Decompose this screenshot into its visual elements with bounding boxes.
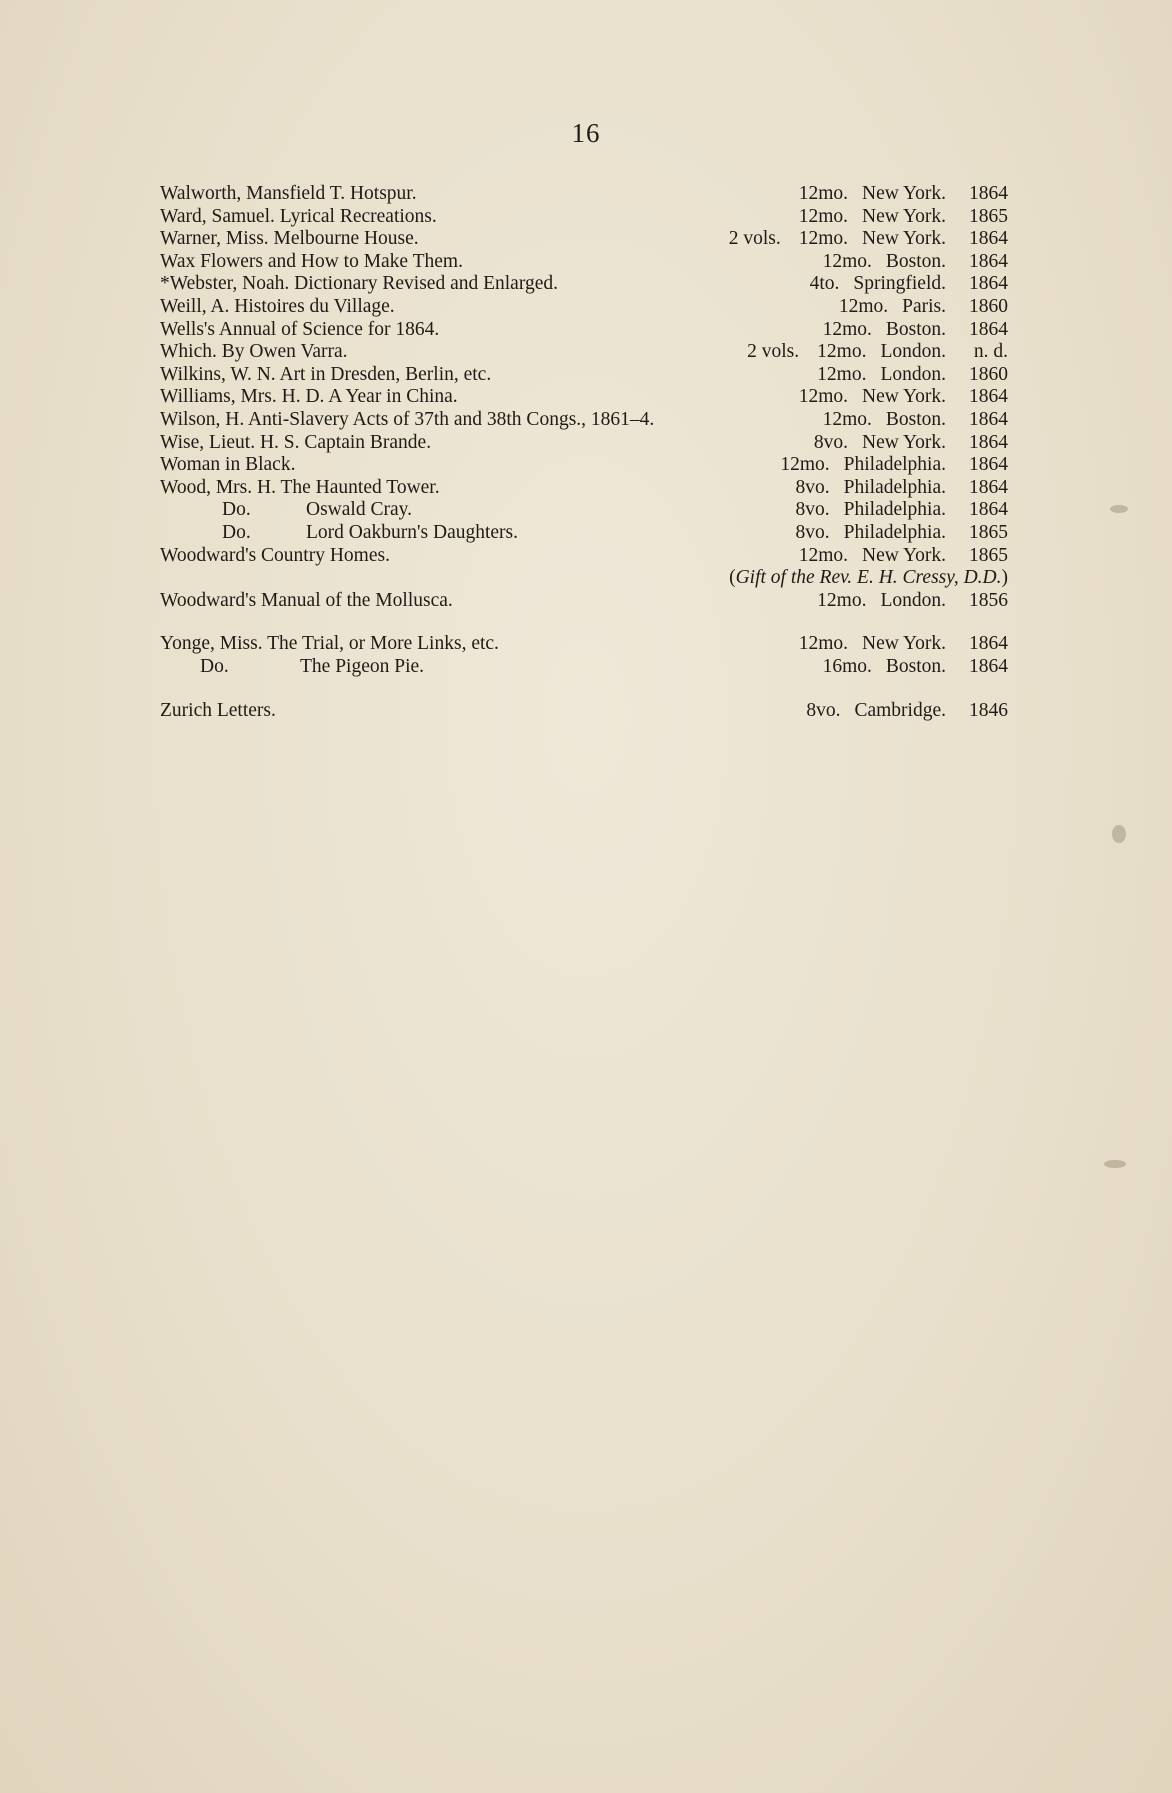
paper-blemish	[1104, 1160, 1126, 1168]
entry-format: 12mo.	[817, 341, 867, 363]
catalogue-entry	[160, 633, 1008, 656]
paper-blemish	[1112, 825, 1126, 843]
entry-details	[780, 454, 946, 477]
entry-place: Boston.	[885, 250, 946, 272]
entry-title: Warner, Miss. Melbourne House.	[160, 228, 419, 250]
entry-details	[823, 251, 946, 274]
entry-format: 12mo.	[822, 408, 872, 430]
catalogue-entry	[160, 228, 1008, 251]
entry-year: 1864	[969, 386, 1008, 408]
entry-place: Philadelphia.	[843, 499, 946, 521]
entry-details	[799, 206, 946, 229]
catalogue-entry	[160, 590, 1008, 613]
entry-place: Philadelphia.	[843, 454, 946, 476]
entry-format: 4to.	[809, 273, 840, 295]
entry-format: 8vo.	[795, 499, 830, 521]
entry-title: Williams, Mrs. H. D. A Year in China.	[160, 386, 458, 408]
entry-details	[806, 700, 946, 723]
ditto-mark: Do.	[200, 655, 229, 677]
entry-place: New York.	[862, 633, 946, 655]
catalogue-entry	[160, 545, 1008, 568]
entry-details	[799, 183, 946, 206]
catalogue-entry	[160, 364, 1008, 387]
entry-year: 1846	[969, 700, 1008, 722]
entry-place: Philadelphia.	[843, 521, 946, 543]
entry-details	[839, 296, 946, 319]
entry-details	[796, 499, 946, 522]
entry-format: 8vo.	[795, 521, 830, 543]
entry-title: Yonge, Miss. The Trial, or More Links, etc.	[160, 633, 499, 655]
entry-title: Wood, Mrs. H. The Haunted Tower.	[160, 476, 440, 498]
entry-title: Which. By Owen Varra.	[160, 341, 348, 363]
entry-format: 12mo.	[817, 589, 867, 611]
entry-details	[799, 386, 946, 409]
entry-title	[160, 522, 518, 545]
catalogue-entry	[160, 700, 1008, 723]
entry-year: 1864	[969, 250, 1008, 272]
entry-place: New York.	[862, 386, 946, 408]
entry-year: 1864	[969, 318, 1008, 340]
entry-format: 12mo.	[838, 295, 889, 317]
entry-details	[796, 522, 946, 545]
catalogue-entry	[160, 522, 1008, 545]
entry-details	[799, 545, 946, 568]
entry-year: 1864	[969, 499, 1008, 521]
entry-year: 1865	[969, 205, 1008, 227]
catalogue-entry	[160, 432, 1008, 455]
catalogue-entry	[160, 319, 1008, 342]
paper-blemish	[1110, 505, 1128, 513]
entry-format: 12mo.	[798, 544, 849, 566]
entry-format: 8vo.	[806, 700, 841, 722]
entry-format: 12mo.	[822, 318, 872, 340]
entry-year: 1865	[969, 521, 1008, 543]
entry-title: Woman in Black.	[160, 454, 296, 476]
entry-place: Boston.	[885, 655, 946, 677]
entry-format: 12mo.	[798, 205, 849, 227]
catalogue-entry	[160, 477, 1008, 500]
entry-year: 1860	[969, 295, 1008, 317]
entry-title	[160, 656, 424, 679]
entry-format: 12mo.	[798, 228, 849, 250]
entry-place: New York.	[862, 183, 946, 204]
entry-place: London.	[880, 341, 946, 363]
entry-title: Zurich Letters.	[160, 700, 276, 722]
entry-title: Walworth, Mansfield T. Hotspur.	[160, 183, 417, 204]
note-close-paren: )	[1001, 567, 1008, 589]
catalogue-entry	[160, 386, 1008, 409]
entry-year: 1864	[969, 228, 1008, 250]
entry-place: New York.	[862, 431, 946, 453]
entry-details	[810, 273, 946, 296]
entry-title: Wilkins, W. N. Art in Dresden, Berlin, etc.	[160, 363, 492, 385]
entry-place: Cambridge.	[854, 700, 946, 722]
entry-details	[823, 319, 946, 342]
entry-title-text: The Pigeon Pie.	[300, 655, 425, 677]
entry-place: London.	[880, 589, 946, 611]
entry-year: 1864	[969, 633, 1008, 655]
catalogue-entry	[160, 273, 1008, 296]
entry-place: New York.	[862, 544, 946, 566]
entry-year: 1864	[969, 408, 1008, 430]
entry-format: 16mo.	[822, 655, 872, 677]
entry-details	[817, 364, 946, 387]
entry-title	[160, 499, 412, 522]
catalogue-entry	[160, 656, 1008, 679]
catalogue-entry	[160, 499, 1008, 522]
entry-place: New York.	[862, 205, 946, 227]
catalogue-entry	[160, 454, 1008, 477]
entry-title: Wells's Annual of Science for 1864.	[160, 318, 440, 340]
catalogue-entry	[160, 296, 1008, 319]
entry-title-text: Lord Oakburn's Daughters.	[306, 521, 519, 543]
entry-year: 1860	[969, 363, 1008, 385]
entry-title: Wilson, H. Anti-Slavery Acts of 37th and 38th Congs., 1861–4.	[160, 408, 655, 430]
entry-place: Springfield.	[853, 273, 946, 295]
entry-year: 1864	[969, 655, 1008, 677]
entry-year: 1864	[969, 431, 1008, 453]
entry-year: 1865	[969, 544, 1008, 566]
entry-format: 8vo.	[795, 476, 830, 498]
entry-format: 12mo.	[798, 633, 849, 655]
catalogue-entry	[160, 206, 1008, 229]
entry-details	[817, 590, 946, 613]
entry-format: 12mo.	[798, 183, 849, 204]
entry-details	[799, 633, 946, 656]
gift-note	[729, 567, 1008, 590]
entry-details	[729, 228, 946, 251]
entry-place: Philadelphia.	[843, 476, 946, 498]
entry-place: London.	[880, 363, 946, 385]
entry-title: Woodward's Manual of the Mollusca.	[160, 589, 453, 611]
entry-year: 1864	[969, 273, 1008, 295]
entry-details	[814, 432, 946, 455]
ditto-mark: Do.	[222, 521, 251, 543]
catalogue-listing	[160, 183, 1008, 723]
entry-title: *Webster, Noah. Dictionary Revised and Enlarged.	[160, 273, 559, 295]
entry-volumes: 2 vols.	[747, 341, 800, 363]
entry-place: Paris.	[902, 295, 946, 317]
catalogue-entry	[160, 409, 1008, 432]
entry-details	[747, 341, 946, 364]
entry-details	[796, 477, 946, 500]
catalogue-entry	[160, 183, 1008, 206]
entry-title: Wise, Lieut. H. S. Captain Brande.	[160, 431, 432, 453]
entry-details	[823, 409, 946, 432]
entry-format: 8vo.	[813, 431, 849, 453]
entry-place: Boston.	[885, 318, 946, 340]
entry-year: 1864	[969, 476, 1008, 498]
entry-format: 12mo.	[817, 363, 867, 385]
entry-details	[823, 656, 946, 679]
catalogue-entry	[160, 341, 1008, 364]
donation-note	[160, 567, 1008, 590]
entry-year: 1864	[969, 454, 1008, 476]
entry-title: Weill, A. Histoires du Village.	[160, 295, 395, 317]
entry-year: n. d.	[973, 341, 1008, 363]
catalogue-entry	[160, 251, 1008, 274]
entry-title: Woodward's Country Homes.	[160, 544, 390, 566]
entry-format: 12mo.	[822, 250, 872, 272]
entry-place: Boston.	[885, 408, 946, 430]
entry-year: 1856	[969, 589, 1008, 611]
ditto-mark: Do.	[222, 499, 251, 521]
entry-volumes: 2 vols.	[728, 228, 781, 250]
entry-title-text: Oswald Cray.	[306, 499, 412, 521]
entry-format: 12mo.	[780, 454, 830, 476]
note-open-paren: (	[729, 567, 736, 589]
page-number: 16	[571, 118, 601, 148]
gift-note-text: Gift of the Rev. E. H. Cressy, D.D.	[735, 567, 1002, 589]
entry-title: Ward, Samuel. Lyrical Recreations.	[160, 205, 437, 227]
entry-year: 1864	[969, 183, 1008, 204]
entry-format: 12mo.	[798, 386, 849, 408]
entry-title: Wax Flowers and How to Make Them.	[160, 250, 463, 272]
entry-place: New York.	[862, 228, 946, 250]
